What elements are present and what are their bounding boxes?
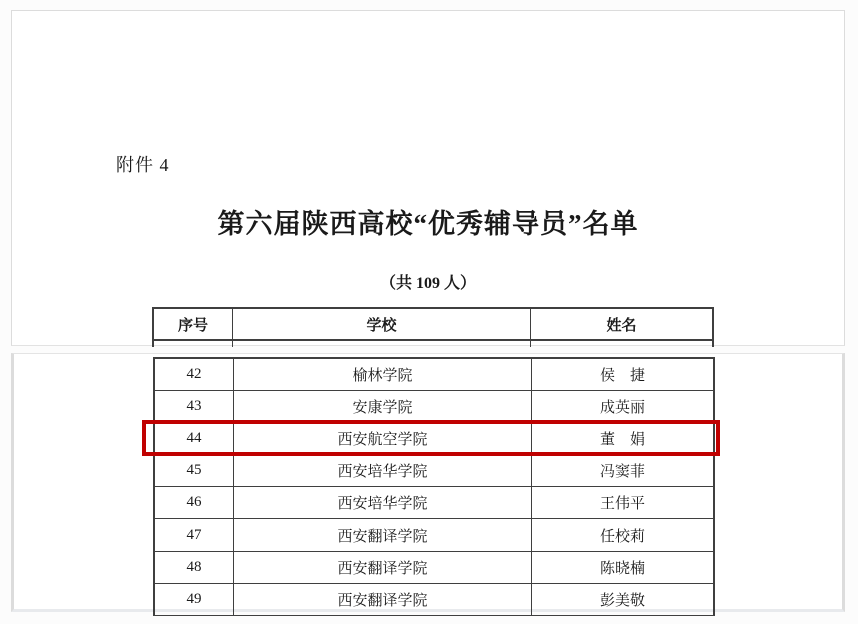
row-name-cell: 成英丽 [599,400,645,417]
document-title: 第六届陕西高校“优秀辅导员”名单 [217,209,639,239]
table-header-row [152,307,714,341]
table-cutoff-row-sliver [152,341,714,347]
row-name-cell: 董 娟 [599,432,645,449]
table-row [155,519,713,551]
table-row-highlighted [155,423,713,455]
table-row [155,359,713,391]
row-school-cell: 榆林学院 [234,359,532,390]
column-header-name: 姓名 [606,317,637,334]
row-school-cell: 西安翻译学院 [234,552,532,583]
table-row [155,487,713,519]
row-no-cell: 42 [155,359,234,390]
counselor-table [153,357,715,616]
row-school-cell: 西安培华学院 [234,455,532,486]
row-no-cell: 43 [155,391,234,422]
row-no-cell: 48 [155,552,234,583]
row-school-cell: 西安航空学院 [234,423,532,454]
row-no-cell: 49 [155,584,234,615]
row-name-cell: 王伟平 [599,496,645,513]
column-header-no: 序号 [154,309,233,339]
row-school-cell: 西安培华学院 [234,487,532,518]
row-no-cell: 46 [155,487,234,518]
row-name-cell: 彭美敬 [599,592,645,609]
document-page-2 [11,353,845,612]
total-count-note: （共 109 人） [379,275,476,292]
table-row [155,391,713,423]
row-no-cell: 47 [155,519,234,550]
document-page-1 [11,10,845,346]
row-name-cell: 侯 捷 [599,368,645,385]
row-no-cell: 44 [155,423,234,454]
row-name-cell: 陈晓楠 [599,560,645,577]
row-no-cell: 45 [155,455,234,486]
row-school-cell: 西安翻译学院 [234,519,532,550]
column-header-school: 学校 [233,309,531,339]
table-row [155,584,713,616]
table-row [155,455,713,487]
attachment-label: 附件 4 [116,155,170,175]
row-school-cell: 安康学院 [234,391,532,422]
row-school-cell: 西安翻译学院 [234,584,532,615]
row-name-cell: 冯窦菲 [599,464,645,481]
table-row [155,552,713,584]
row-name-cell: 任校莉 [599,528,645,545]
